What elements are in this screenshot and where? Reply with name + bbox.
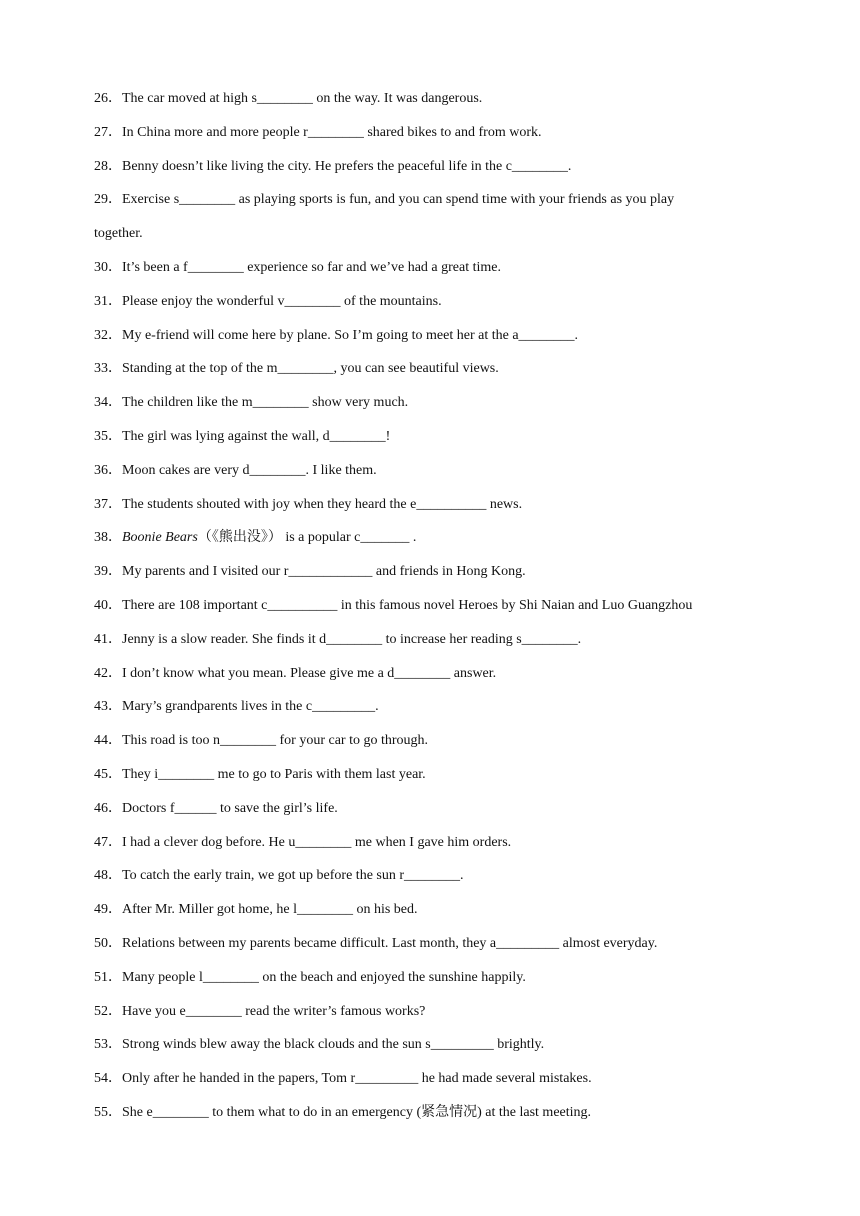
question-number: 40 [94,597,108,613]
question-43 [94,694,774,728]
number-separator: ． [108,158,122,174]
question-49 [94,897,774,931]
question-number: 54 [94,1071,108,1087]
question-text: Relations between my parents became difficult. Last month, they a_________ almost everyday. [122,935,658,951]
question-text: Exercise s________ as playing sports is fun, and you can spend time with your friends as you play [122,192,675,208]
question-text: The children like the m________ show very much. [122,395,409,411]
question-32 [94,323,774,357]
question-35 [94,424,774,458]
worksheet-page [94,86,774,1134]
question-26 [94,86,774,120]
question-37 [94,492,774,526]
question-number: 27 [94,124,108,140]
question-number: 38 [94,530,108,546]
question-text: This road is too n________ for your car to go through. [122,733,429,749]
question-text: （《熊出没》） is a popular c_______ . [197,530,417,546]
question-33 [94,356,774,390]
number-separator: ． [108,395,122,411]
question-34 [94,390,774,424]
question-39 [94,559,774,593]
number-separator: ． [108,259,122,275]
number-separator: ． [108,192,122,208]
question-number: 42 [94,665,108,681]
question-number: 29 [94,192,108,208]
number-separator: ． [108,1037,122,1053]
number-separator: ． [108,124,122,140]
question-55 [94,1100,774,1134]
question-text: She e________ to them what to do in an emergency (紧急情况) at the last meeting. [122,1104,592,1120]
question-number: 26 [94,91,108,106]
question-54 [94,1066,774,1100]
question-text: Please enjoy the wonderful v________ of the mountains. [122,293,442,309]
question-53 [94,1032,774,1066]
question-text: My e-friend will come here by plane. So I’m going to meet her at the a________. [122,327,579,343]
question-number: 49 [94,902,108,918]
number-separator: ． [108,327,122,343]
question-44 [94,728,774,762]
question-31 [94,289,774,323]
question-text: In China more and more people r________ shared bikes to and from work. [122,124,542,140]
question-number: 43 [94,699,108,715]
question-50 [94,931,774,965]
question-29 [94,187,774,221]
question-text: Strong winds blew away the black clouds and the sun s_________ brightly. [122,1037,545,1053]
question-text: The girl was lying against the wall, d________! [122,428,391,444]
question-text: The car moved at high s________ on the way. It was dangerous. [122,91,483,106]
question-text: It’s been a f________ experience so far and we’ve had a great time. [122,259,502,275]
question-text: Benny doesn’t like living the city. He prefers the peaceful life in the c________. [122,158,572,174]
question-number: 34 [94,395,108,411]
question-number: 52 [94,1003,108,1019]
question-text: Jenny is a slow reader. She finds it d________ to increase her reading s________. [122,631,582,647]
question-number: 39 [94,564,108,580]
question-47 [94,830,774,864]
question-number: 46 [94,800,108,816]
question-41 [94,627,774,661]
number-separator: ． [108,868,122,884]
question-text: I had a clever dog before. He u________ me when I gave him orders. [122,834,512,850]
number-separator: ． [108,665,122,681]
question-48 [94,863,774,897]
question-text: To catch the early train, we got up before the sun r________. [122,868,464,884]
question-text: They i________ me to go to Paris with them last year. [122,766,426,782]
question-number: 44 [94,733,108,749]
question-45 [94,762,774,796]
question-number: 32 [94,327,108,343]
question-29-continuation [94,221,774,255]
question-number: 33 [94,361,108,377]
question-text-continuation: together. [94,226,143,242]
question-text: Have you e________ read the writer’s famous works? [122,1003,426,1019]
number-separator: ． [108,631,122,647]
question-42 [94,661,774,695]
question-number: 50 [94,935,108,951]
question-number: 31 [94,293,108,309]
question-text: I don’t know what you mean. Please give me a d________ answer. [122,665,497,681]
question-number: 35 [94,428,108,444]
number-separator: ． [108,1003,122,1019]
number-separator: ． [108,597,122,613]
question-text: Doctors f______ to save the girl’s life. [122,800,338,816]
question-text: Only after he handed in the papers, Tom r_________ he had made several mistakes. [122,1071,592,1087]
question-number: 28 [94,158,108,174]
number-separator: ． [108,1104,122,1120]
question-number: 47 [94,834,108,850]
question-number: 37 [94,496,108,512]
question-text: Many people l________ on the beach and enjoyed the sunshine happily. [122,969,526,985]
question-51 [94,965,774,999]
number-separator: ． [108,428,122,444]
number-separator: ． [108,766,122,782]
number-separator: ． [108,935,122,951]
question-text: After Mr. Miller got home, he l________ on his bed. [122,902,418,918]
question-number: 36 [94,462,108,478]
question-28 [94,154,774,188]
question-number: 48 [94,868,108,884]
number-separator: ． [108,733,122,749]
question-number: 51 [94,969,108,985]
number-separator: ． [108,1071,122,1087]
number-separator: ． [108,699,122,715]
question-38 [94,525,774,559]
question-text: My parents and I visited our r____________ and friends in Hong Kong. [122,564,526,580]
question-52 [94,999,774,1033]
question-number: 55 [94,1104,108,1120]
number-separator: ． [108,530,122,546]
number-separator: ． [108,361,122,377]
question-number: 53 [94,1037,108,1053]
number-separator: ． [108,834,122,850]
number-separator: ． [108,293,122,309]
question-27 [94,120,774,154]
question-text: There are 108 important c__________ in this famous novel Heroes by Shi Naian and Luo Guangzhou [122,597,693,613]
question-text: Moon cakes are very d________. I like them. [122,462,377,478]
number-separator: ． [108,462,122,478]
question-30 [94,255,774,289]
number-separator: ． [108,800,122,816]
question-number: 45 [94,766,108,782]
question-number: 41 [94,631,108,647]
question-text: The students shouted with joy when they heard the e__________ news. [122,496,523,512]
show-title: Boonie Bears [122,530,198,546]
question-46 [94,796,774,830]
number-separator: ． [108,969,122,985]
question-text: Standing at the top of the m________, you can see beautiful views. [122,361,499,377]
number-separator: ． [108,91,122,106]
number-separator: ． [108,564,122,580]
question-text: Mary’s grandparents lives in the c_________. [122,699,379,715]
number-separator: ． [108,902,122,918]
question-40 [94,593,774,627]
number-separator: ． [108,496,122,512]
question-36 [94,458,774,492]
question-number: 30 [94,259,108,275]
